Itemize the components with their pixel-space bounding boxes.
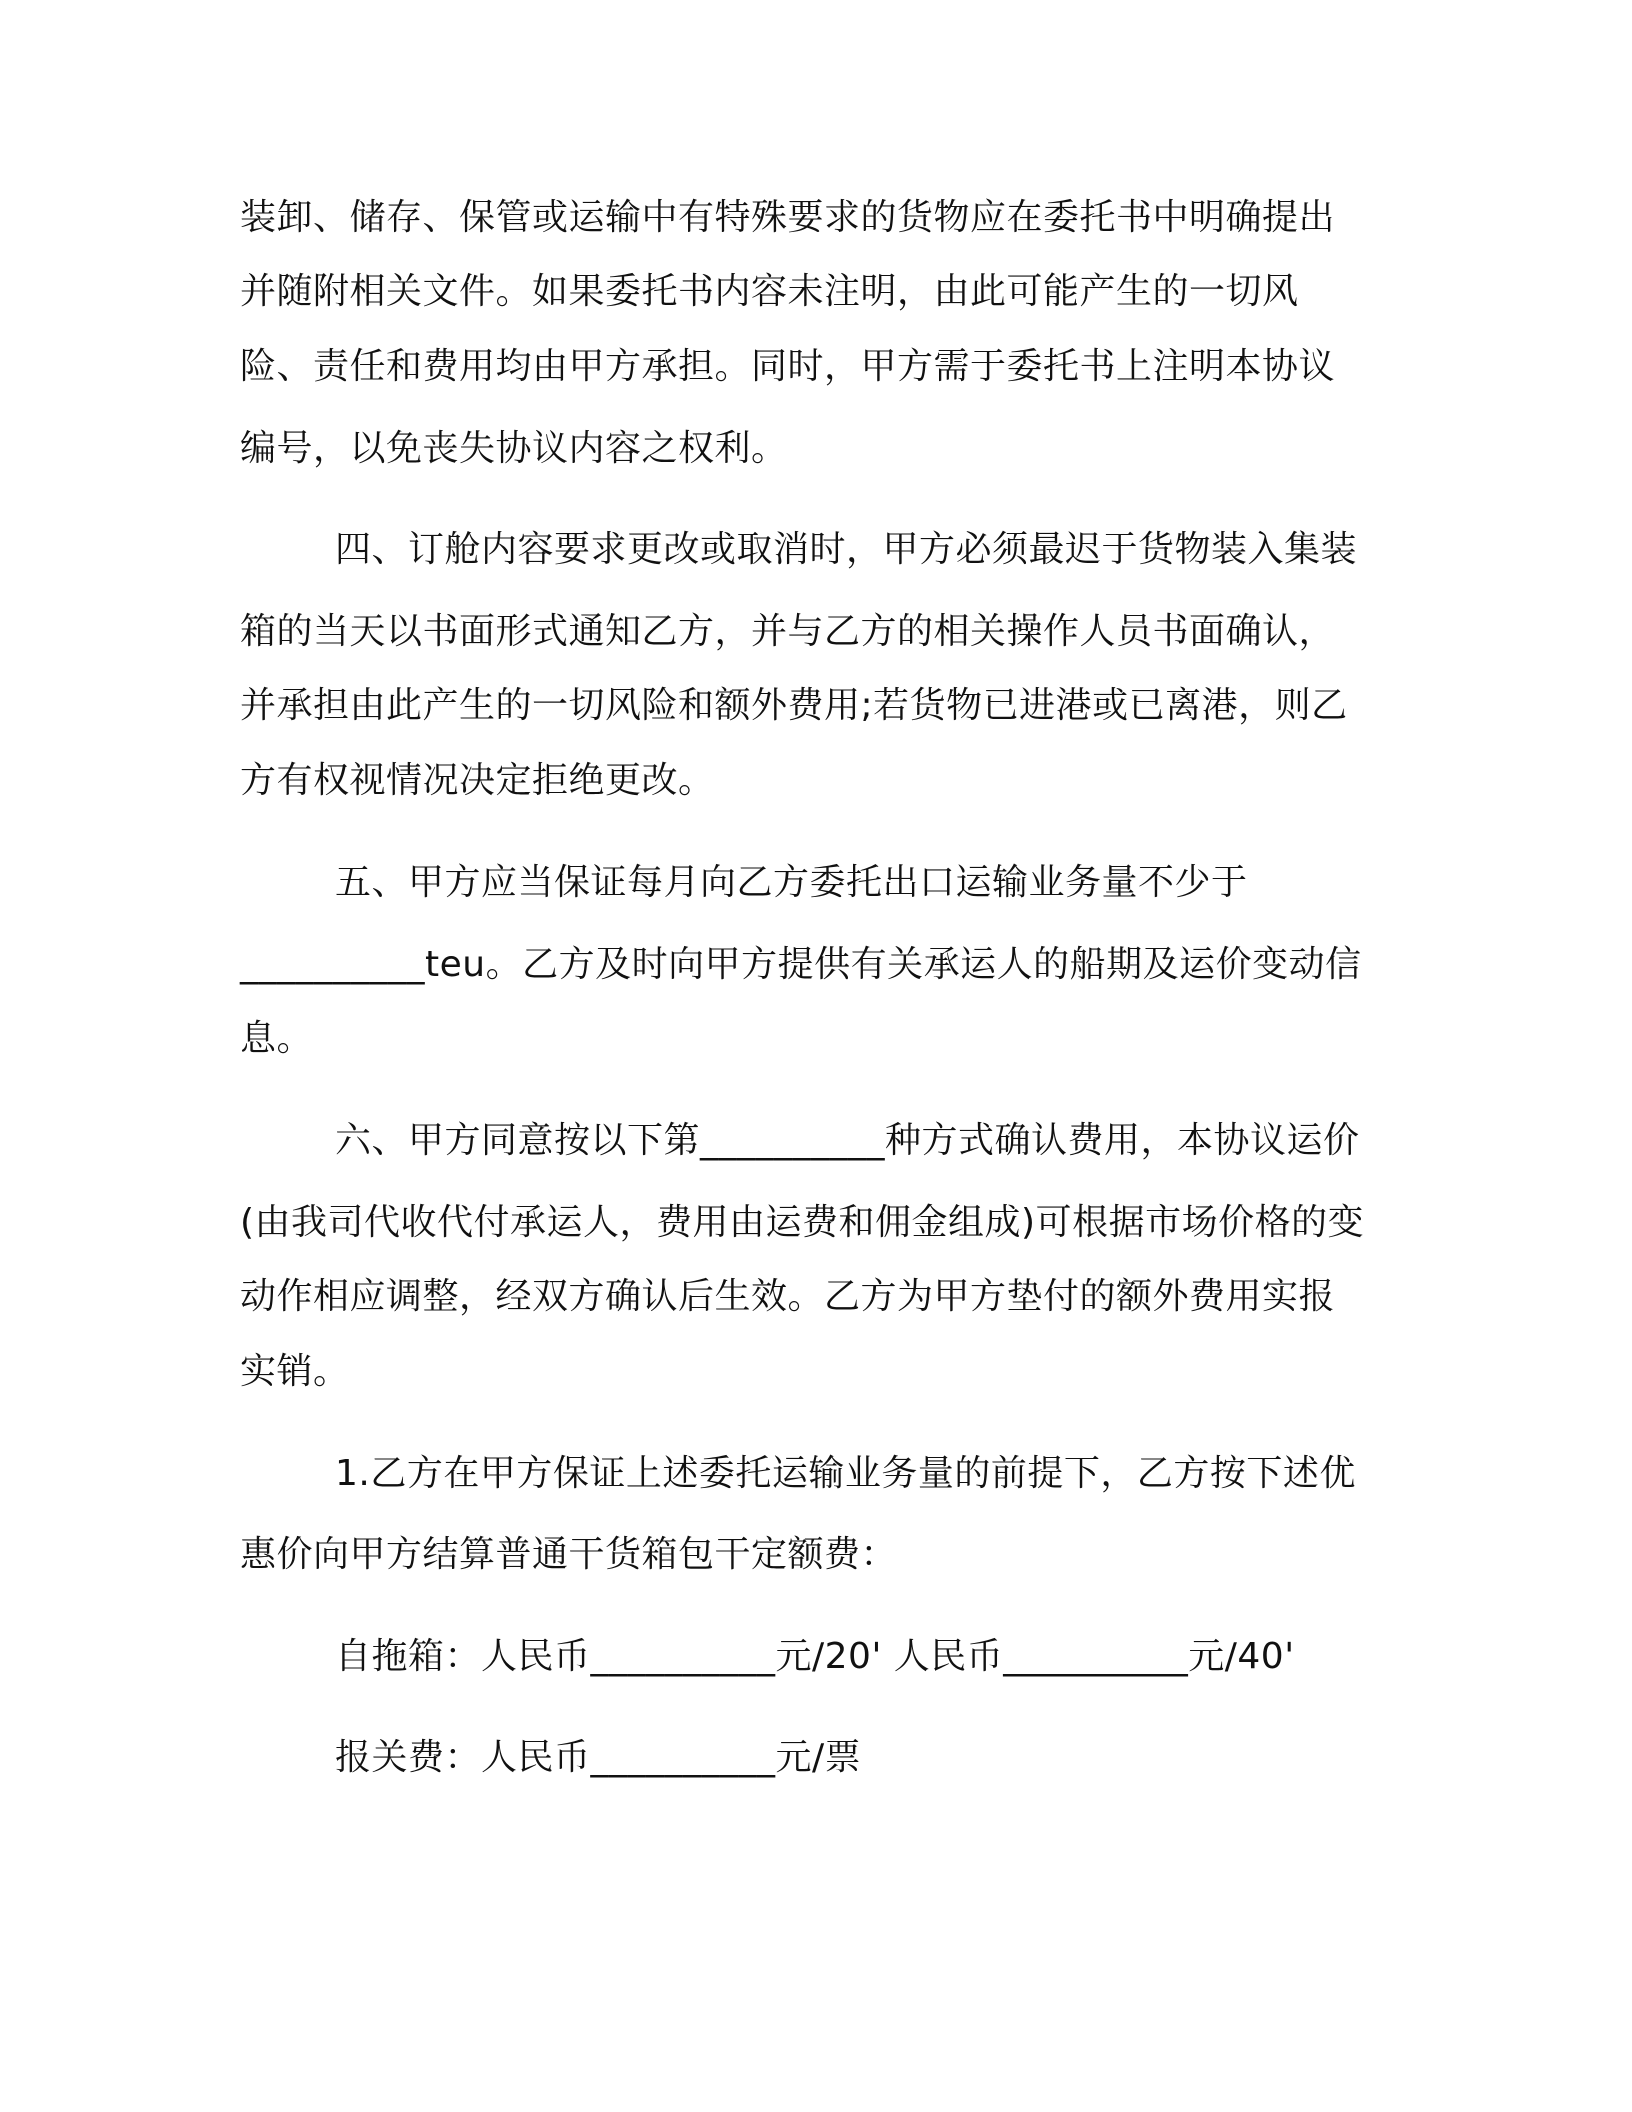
paragraph-5-line-3: 息。 [240,1018,314,1059]
customs-fee-line: 报关费：人民币__________元/票 [335,1737,862,1778]
paragraph-6-line-1: 六、甲方同意按以下第__________种方式确认费用，本协议运价 [335,1120,1360,1161]
paragraph-5-line-1: 五、甲方应当保证每月向乙方委托出口运输业务量不少于 [335,862,1248,903]
item-1-line-1: 1.乙方在甲方保证上述委托运输业务量的前提下，乙方按下述优 [335,1453,1356,1494]
paragraph-1-line-4: 编号，以免丧失协议内容之权利。 [240,428,788,469]
item-1-line-2: 惠价向甲方结算普通干货箱包干定额费： [240,1534,898,1575]
paragraph-4-line-4: 方有权视情况决定拒绝更改。 [240,760,715,801]
towing-fee-line: 自拖箱：人民币__________元/20' 人民币__________元/40' [335,1636,1295,1677]
paragraph-6-line-2: (由我司代收代付承运人，费用由运费和佣金组成)可根据市场价格的变 [240,1202,1365,1243]
paragraph-4-line-1: 四、订舱内容要求更改或取消时，甲方必须最迟于货物装入集装 [335,529,1358,570]
paragraph-1-line-1: 装卸、储存、保管或运输中有特殊要求的货物应在委托书中明确提出 [240,197,1336,238]
paragraph-1-line-3: 险、责任和费用均由甲方承担。同时，甲方需于委托书上注明本协议 [240,346,1336,387]
paragraph-4-line-3: 并承担由此产生的一切风险和额外费用;若货物已进港或已离港，则乙 [240,685,1348,726]
paragraph-6-line-4: 实销。 [240,1351,350,1392]
paragraph-1-line-2: 并随附相关文件。如果委托书内容未注明，由此可能产生的一切风 [240,271,1299,312]
paragraph-4-line-2: 箱的当天以书面形式通知乙方，并与乙方的相关操作人员书面确认， [240,611,1336,652]
paragraph-5-line-2: __________teu。乙方及时向甲方提供有关承运人的船期及运价变动信 [240,944,1362,985]
paragraph-6-line-3: 动作相应调整，经双方确认后生效。乙方为甲方垫付的额外费用实报 [240,1276,1336,1317]
